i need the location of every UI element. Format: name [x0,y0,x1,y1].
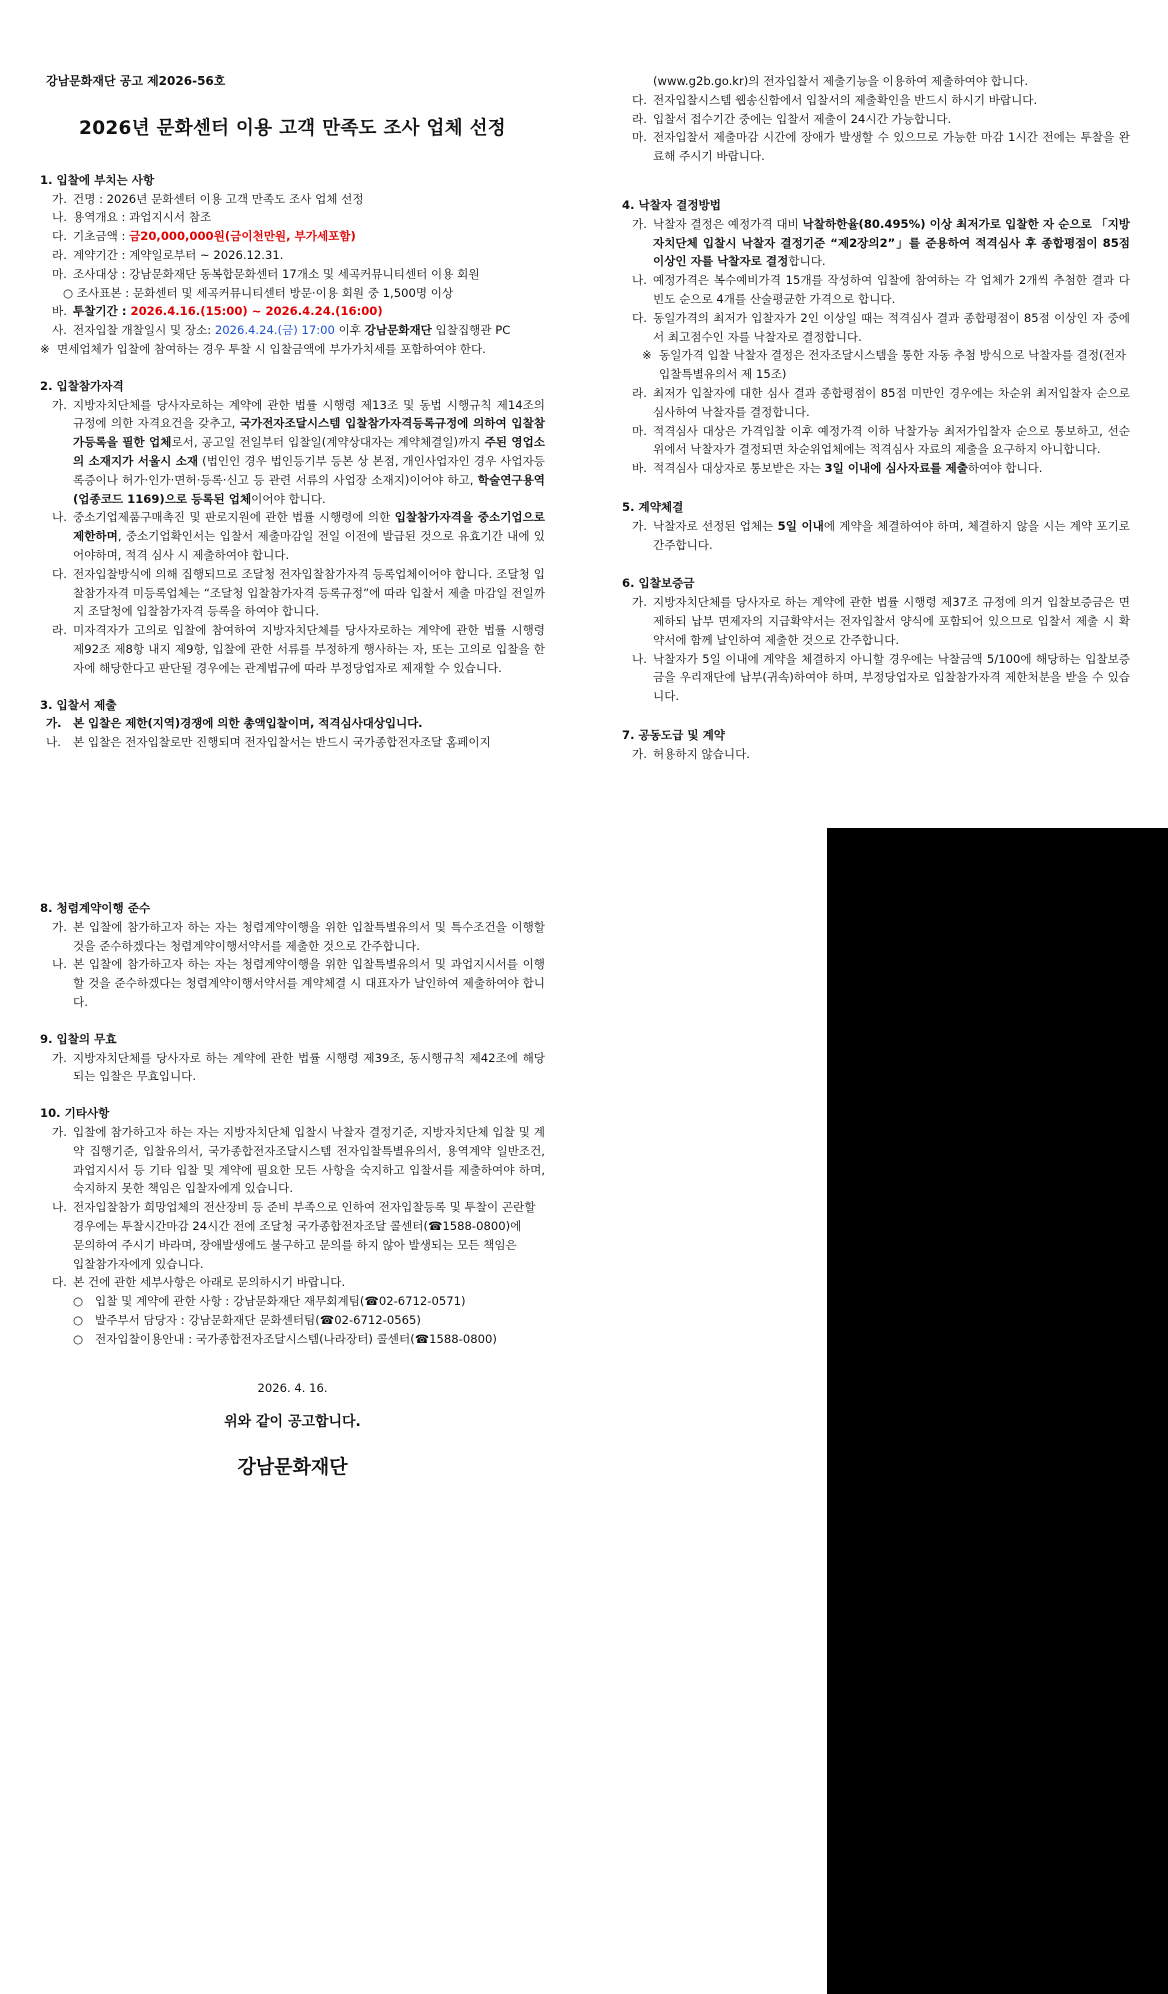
notice-date: 2026. 4. 16. [257,1380,328,1395]
organization-name: 강남문화재단 [237,1456,348,1479]
section-6-heading: 6. 입찰보증금 [622,576,695,591]
s7-item-ga: 가. 허용하지 않습니다. [632,746,750,761]
s1-item-ga: 가. 건명 : 2026년 문화센터 이용 고객 만족도 조사 업체 선정 [52,191,364,206]
s4-item-na: 나. 예정가격은 복수예비가격 15개를 작성하여 입찰에 참여하는 각 업체가 2개씩 추첨한 결과 다빈도 순으로 4개를 산술평균한 가격으로 합니다. [632,273,1130,306]
s4-item-ra: 라. 최저가 입찰자에 대한 심사 결과 종합평점이 85점 미만인 경우에는 차순위 최저입찰자 순으로 심사하여 낙찰자를 결정합니다. [632,385,1130,419]
s4-item-ba: 바. 적격심사 대상자로 통보받은 자는 3일 이내에 심사자료를 제출하여야 합니다. [632,461,1043,476]
s10-item-da: 다. 본 건에 관한 세부사항은 아래로 문의하시기 바랍니다. [52,1275,346,1290]
s4-item-da: 다. 동일가격의 최저가 입찰자가 2인 이상일 때는 적격심사 결과 종합평점이 85점 이상인 자 중에서 최고점수인 자를 낙찰자로 결정합니다. [632,310,1130,344]
left-column-bottom [40,899,545,1480]
contact-item: ○ 발주부서 담당자 : 강남문화재단 문화센터팀(☎02-6712-0565) [73,1312,421,1327]
section-7-heading: 7. 공동도급 및 계약 [622,727,725,742]
contact-item: ○ 전자입찰이용안내 : 국가종합전자조달시스템(나라장터) 콜센터(☎1588-0800) [73,1331,497,1346]
closing-statement: 위와 같이 공고합니다. [224,1414,361,1431]
contact-item: ○ 입찰 및 계약에 관한 사항 : 강남문화재단 재무회계팀(☎02-6712-0571) [73,1294,466,1309]
s4-item-ma: 마. 적격심사 대상은 가격입찰 이후 예정가격 이하 낙찰가능 최저가입찰자 순으로 통보하고, 선순위에서 낙찰자가 결정되면 차순위업체에는 적격심사 자료의 제출을 요구하지 아니합니다. [632,423,1130,457]
bid-period: 2026.4.16.(15:00) ~ 2026.4.24.(16:00) [130,304,383,319]
s8-item-ga: 가. 본 입찰에 참가하고자 하는 자는 청렴계약이행을 위한 입찰특별유의서 및 특수조건을 이행할 것을 준수하겠다는 청렴계약이행서약서를 제출한 것으로 간주합니다. [52,919,545,953]
opening-datetime: 2026.4.24.(금) 17:00 [214,323,335,338]
s3-item-ga: 가. 본 입찰은 제한(지역)경쟁에 의한 총액입찰이며, 적격심사대상입니다. [46,716,423,731]
s1-item-da: 다. 기초금액 : 금20,000,000원(금이천만원, 부가세포함) [52,229,356,244]
s1-note: ※ 면세업체가 입찰에 참여하는 경우 투찰 시 입찰금액에 부가가치세를 포함하여야 한다. [40,341,486,356]
section-5-heading: 5. 계약체결 [622,499,684,514]
base-price: 금20,000,000원(금이천만원, 부가세포함) [129,229,356,244]
section-4-heading: 4. 낙찰자 결정방법 [622,197,721,212]
section-8-heading: 8. 청렴계약이행 준수 [40,901,151,915]
s1-item-ba: 바. 투찰기간 : 2026.4.16.(15:00) ~ 2026.4.24.(16:00) [52,304,383,319]
section-10-heading: 10. 기타사항 [40,1106,110,1121]
right-column [622,72,1130,764]
section-2-heading: 2. 입찰참가자격 [40,378,124,393]
s3-item-ra: 라. 입찰서 접수기간 중에는 입찰서 제출이 24시간 가능합니다. [632,111,952,126]
s3-item-na: 나. 본 입찰은 전자입찰로만 진행되며 전자입찰서는 반드시 국가종합전자조달 홈페이지 [46,735,491,750]
s1-item-sa: 사. 전자입찰 개찰일시 및 장소: 2026.4.24.(금) 17:00 이후 강남문화재단 입찰집행관 PC [52,323,511,338]
s3-item-da: 다. 전자입찰시스템 웹송신함에서 입찰서의 제출확인을 반드시 하시기 바랍니다. [632,92,1038,107]
s1-sample: ○ 조사표본 : 문화센터 및 세곡커뮤니티센터 방문·이용 회원 중 1,500명 이상 [63,285,454,300]
section-1-heading: 1. 입찰에 부치는 사항 [40,172,155,187]
s6-item-na: 나. 낙찰자가 5일 이내에 계약을 체결하지 아니할 경우에는 낙찰금액 5/100에 해당하는 입찰보증금을 우리재단에 납부(귀속)하여야 하며, 부정당업자로 입찰참가자격 제한처분을 받을 수 있습니다. [632,651,1130,704]
notice-number: 강남문화재단 공고 제2026-56호 [46,74,226,88]
s4-note: ※ 동일가격 입찰 낙찰자 결정은 전자조달시스템을 통한 자동 추첨 방식으로 낙찰자를 결정(전자입찰특별유의서 제 15조) [642,348,1126,382]
s5-item-ga: 가. 낙찰자로 선정된 업체는 5일 이내에 계약을 체결하여야 하며, 체결하지 않을 시는 계약 포기로 간주합니다. [632,518,1130,552]
s2-item-da: 다. 전자입찰방식에 의해 집행되므로 조달청 전자입찰참가자격 등록업체이어야 합니다. 조달청 입찰참가자격 미등록업체는 “조달청 입찰참가자격 등록규정”에 따라 입찰서 제출 마감일 전일까지 조달청에 입찰참가자격 등록을 하여야 합니다. [52,566,545,619]
section-9-heading: 9. 입찰의 무효 [40,1031,117,1046]
s3-item-ma: 마. 전자입찰서 제출마감 시간에 장애가 발생할 수 있으므로 가능한 마감 1시간 전에는 투찰을 완료해 주시기 바랍니다. [632,130,1130,164]
section-3-heading: 3. 입찰서 제출 [40,697,117,712]
s1-item-ma: 마. 조사대상 : 강남문화재단 동복합문화센터 17개소 및 세곡커뮤니티센터 이용 회원 [52,266,480,281]
s2-item-ra: 라. 미자격자가 고의로 입찰에 참여하여 지방자치단체를 당사자로하는 계약에 관한 법률 시행령 제92조 제8항 내지 제9항, 입찰에 관한 서류를 부정하게 행사하는 자, 또는 고의로 입찰을 한 자에 해당한다고 판단될 경우에는 관계법규에 따라 부정당업자로 제재할 수 있습니다. [52,623,545,675]
s1-item-na: 나. 용역개요 : 과업지시서 참조 [52,210,212,225]
s3-item-na-continued: (www.g2b.go.kr)의 전자입찰서 제출기능을 이용하여 제출하여야 합니다. [653,74,1029,88]
s2-item-na: 나. 중소기업제품구매촉진 및 판로지원에 관한 법률 시행령에 의한 입찰참가자격을 중소기업으로 제한하며, 중소기업확인서는 입찰서 제출마감일 전일 이전에 발급된 것으로 유효기간 내에 있어야하며, 적격 심사 시 제출하여야 합니다. [52,510,545,562]
left-column-top [40,72,545,752]
black-block [827,828,1168,1994]
s10-item-na: 나. 전자입찰참가 희망업체의 전산장비 등 준비 부족으로 인하여 전자입찰등록 및 투찰이 곤란할 경우에는 투찰시간마감 24시간 전에 조달청 국가종합전자조달 콜센터(☎1588-0800)에 문의하여 주시기 바라며, 장애발생에도 불구하고 문의를 하지 않아 발생되는 모든 책임은 입찰참가자에게 있습니다. [52,1200,536,1271]
s6-item-ga: 가. 지방자치단체를 당사자로 하는 계약에 관한 법률 시행령 제37조 규정에 의거 입찰보증금은 면제하되 납부 면제자의 지급확약서는 전자입찰서 양식에 포함되어 있으므로 입찰서 제출 시 확약서에 함께 날인하여 제출한 것으로 간주합니다. [632,595,1130,647]
s4-item-ga: 가. 낙찰자 결정은 예정가격 대비 낙찰하한율(80.495%) 이상 최저가로 입찰한 자 순으로 「지방자치단체 입찰시 낙찰자 결정기준 “제2장의2”」를 준용하여 적격심사 후 종합평점이 85점 이상인 자를 낙찰자로 결정합니다. [632,216,1130,269]
s9-item-ga: 가. 지방자치단체를 당사자로 하는 계약에 관한 법률 시행령 제39조, 동시행규칙 제42조에 해당되는 입찰은 무효입니다. [52,1050,545,1084]
s10-item-ga: 가. 입찰에 참가하고자 하는 자는 지방자치단체 입찰시 낙찰자 결정기준, 지방자치단체 입찰 및 계약 집행기준, 입찰유의서, 국가종합전자조달시스템 전자입찰특별유의서, 용역계약 일반조건, 과업지시서 등 기타 입찰 및 계약에 필요한 모든 사항을 숙지하고 입찰서를 제출하여야 하며, 숙지하지 못한 책임은 입찰자에게 있습니다. [52,1124,545,1196]
document-title: 2026년 문화센터 이용 고객 만족도 조사 업체 선정 [79,117,506,139]
s2-item-ga: 가. 지방자치단체를 당사자로하는 계약에 관한 법률 시행령 제13조 및 동법 시행규칙 제14조의 규정에 의한 자격요건을 갖추고, 국가전자조달시스템 입찰참가자격등록규정에 의하여 입찰참가등록을 필한 업체로서, 공고일 전일부터 입찰일(계약상대자는 계약체결일)까지 주된 영업소의 소재지가 서울시 소재 (법인인 경우 법인등기부 등본 상 본점, 개인사업자인 경우 사업자등록증이나 허가·인가·면허·등록·신고 등 관련 서류의 사업장 소재지)이어야 하고, 학술연구용역(업종코드 1169)으로 등록된 업체이어야 합니다. [52,397,545,506]
s8-item-na: 나. 본 입찰에 참가하고자 하는 자는 청렴계약이행을 위한 입찰특별유의서 및 과업지시서를 이행할 것을 준수하겠다는 청렴계약이행서약서를 계약체결 시 대표자가 날인하여 제출하여야 합니다. [52,957,545,1009]
s1-item-ra: 라. 계약기간 : 계약일로부터 ~ 2026.12.31. [52,247,284,262]
